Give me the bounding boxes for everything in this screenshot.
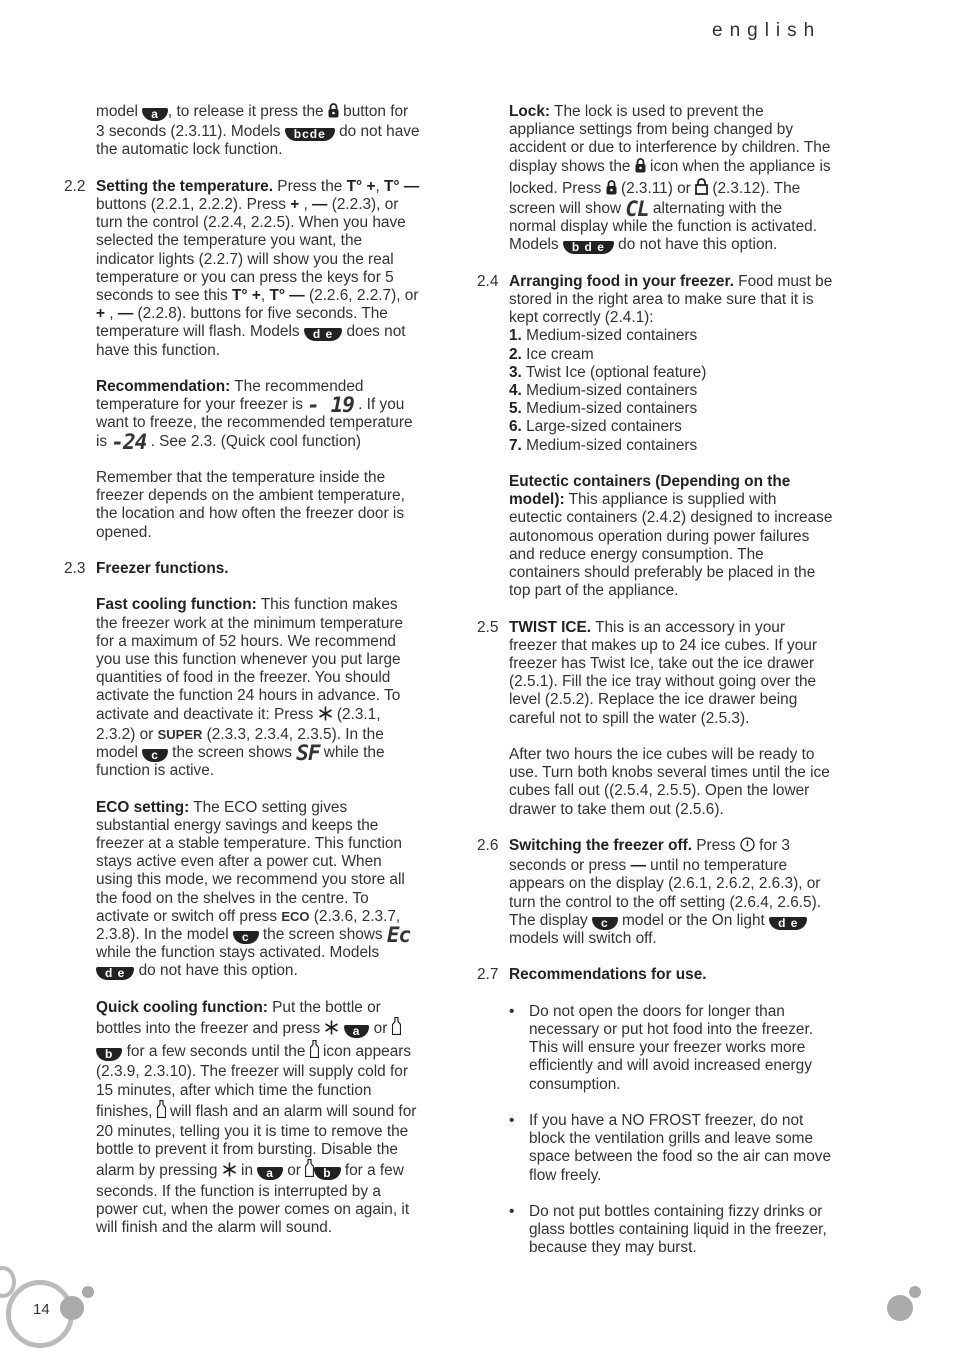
eco-label: ECO (281, 908, 310, 924)
lock-closed-icon (635, 158, 646, 178)
lock-paragraph: Lock: The lock is used to prevent the appliance settings from being changed by accident or due to interference by children. The display shows the icon when the appliance is locked. Press (2.3.11) or (2.3.12). The screen will show CL alternating with the normal display while the function is activated. Models b d e do not have this option. (509, 103, 831, 255)
lock-closed-icon (606, 180, 617, 200)
model-badge-b: b (314, 1167, 340, 1180)
eco-paragraph: ECO setting: The ECO setting gives substantial energy savings and keeps the freezer at a stable temperature. This function stays active even after a power cut. When using this mode, we recommend you store all the food on the shelves in the centre. To activate or switch off press ECO (2.3.6, 2.3.7, 2.3.8). In the model c the screen shows Ec while the function stays activated. Models d e do not have this option. (96, 798, 411, 981)
right-column (473, 103, 833, 1276)
bottle-icon (305, 1159, 314, 1182)
plus-symbol: + (366, 177, 376, 195)
model-badge-a: a (344, 1025, 370, 1038)
decor-dot (60, 1296, 84, 1320)
twist-ice-paragraph: After two hours the ice cubes will be ready to use. Turn both knobs several times until the ice cubes fall out ((2.5.4, 2.5.5). Open the lower drawer to take them out (2.5.6). (509, 746, 830, 818)
decor-dot (887, 1295, 913, 1321)
section-title: Setting the temperature. (96, 177, 274, 195)
display-temp-minus-24: -24 (111, 429, 147, 454)
display-cl: CL (625, 197, 649, 222)
model-badge-c: c (233, 931, 259, 944)
snowflake-icon (318, 706, 333, 726)
intro-paragraph: model a , to release it press the button for 3 seconds (2.3.11). Models bcde do not have the automatic lock function. (96, 103, 420, 159)
food-zone-item: 7. Medium-sized containers (509, 436, 698, 454)
snowflake-icon (324, 1020, 339, 1040)
quick-cooling-paragraph: Quick cooling function: Put the bottle or bottles into the freezer and press a or b for a few seconds until the icon appears (2.3.9, 2.3.10). The freezer will supply cold for 15 minutes, after which time the function finishes, will flash and an alarm will sound for 20 minutes, telling you it is time to remove the bottle to prevent it from bursting. Disable the alarm by pressing in a or b for a few seconds. If the function is interrupted by a power cut, when the power comes on again, it will finish and the alarm will sound. (96, 998, 417, 1237)
list-item: • Do not open the doors for longer than necessary or put hot food into the freezer. This will ensure your freezer works more efficiently and will avoid increased energy consumption. (529, 1003, 833, 1094)
food-zone-item: 4. Medium-sized containers (509, 382, 698, 400)
snowflake-icon (222, 1162, 237, 1182)
left-column (60, 103, 420, 1255)
decor-dot (909, 1286, 921, 1298)
recommendations-list (473, 1003, 833, 1258)
food-zone-item: 2. Ice cream (509, 345, 594, 363)
section-2-2: 2.2 Setting the temperature. Press the T° +, T° —buttons (2.2.1, 2.2.2). Press + , — (2.2.3), or turn the control (2.2.4, 2.2.5). When you have selected the temperature you want, the indicator lights (2.2.7) will show you the real temperature or you can press the keys for 5 seconds to see this T° +, T° — (2.2.6, 2.2.7), or + , — (2.2.8). buttons for five seconds. The temperature will flash. Models d e does not have this function. (64, 177, 420, 359)
minus-symbol: — (403, 177, 420, 195)
model-badge-bcde: bcde (285, 128, 335, 141)
list-item: • If you have a NO FROST freezer, do not block the ventilation grills and leave some space between the food so the air can move flow freely. (529, 1112, 833, 1185)
food-zone-item: 6. Large-sized containers (509, 418, 682, 436)
fast-cooling-paragraph: Fast cooling function: This function makes the freezer work at the minimum temperature for a maximum of 52 hours. We recommend you use this function whenever you put large quantities of food in the freezer. You should activate the function 24 hours in advance. To activate and deactivate it: Press (2.3.1, 2.3.2) or SUPER (2.3.3, 2.3.4, 2.3.5). In the model c the screen shows SF while the function is active. (96, 596, 404, 780)
lock-closed-icon (328, 103, 339, 123)
model-badge-bde: b d e (563, 241, 614, 254)
bottle-icon (157, 1100, 166, 1123)
super-label: SUPER (157, 726, 203, 742)
food-zone-item: 5. Medium-sized containers (509, 400, 698, 418)
model-badge-a: a (257, 1167, 283, 1180)
bottle-icon (310, 1040, 319, 1063)
section-2-5: 2.5 TWIST ICE. This is an accessory in your freezer that makes up to 24 ice cubes. If your freezer has Twist Ice, take out the ice drawer (2.5.1). Fill the ice tray without going over the level (2.5.2). Replace the ice drawer being careful not to spill the water (2.5.3). (477, 618, 817, 727)
display-ec: Ec (386, 923, 411, 948)
model-badge-c: c (592, 917, 618, 930)
model-badge-b: b (96, 1048, 122, 1061)
lock-open-icon (695, 178, 708, 200)
display-temp-minus-19: - 19 (307, 393, 354, 418)
page-number: 14 (33, 1301, 50, 1318)
model-badge-de: d e (96, 967, 134, 980)
section-2-4: 2.4 Arranging food in your freezer. Food must be stored in the right area to make sure that it is kept correctly (2.4.1): 1. Medium-sized containers 2. Ice cream 3. Twist Ice (optional feature) 4. Medium-sized containers 5. Medium-sized containers 6. Large-sized containers 7. Medium-sized containers (477, 272, 833, 454)
display-sf: SF (296, 741, 320, 766)
temp-symbol: T° (346, 177, 363, 195)
section-number: 2.2 (64, 177, 86, 195)
model-badge-c: c (142, 749, 168, 762)
list-item: • Do not put bottles containing fizzy drinks or glass bottles containing liquid in the freezer, because they may burst. (529, 1203, 833, 1258)
section-2-6: 2.6 Switching the freezer off. Press for 3 seconds or press — until no temperature appears on the display (2.6.1, 2.6.2, 2.6.3), or turn the control to the off setting (2.6.4, 2.6.5). The display c model or the On light d e models will switch off. (477, 837, 821, 948)
model-badge-de: d e (304, 328, 342, 341)
decor-dot (82, 1286, 94, 1298)
language-label: english (712, 20, 822, 41)
section-2-3: 2.3 Freezer functions. (64, 560, 229, 578)
eutectic-paragraph: Eutectic containers (Depending on the model): This appliance is supplied with eutectic containers (2.4.2) designed to increase autonomous operation during power failures and reduce energy consumption. The containers should preferably be placed in the top part of the appliance. (509, 473, 833, 600)
recommendation-paragraph: Recommendation: The recommended temperature for your freezer is - 19 . If you want to freeze, the recommended temperature is -24 . See 2.3. (Quick cool function) (96, 378, 413, 454)
food-zone-item: 1. Medium-sized containers (509, 327, 698, 345)
minus-symbol: — (630, 857, 646, 875)
food-zone-item: 3. Twist Ice (optional feature) (509, 363, 707, 381)
model-badge-a: a (142, 108, 168, 121)
power-icon (740, 837, 755, 857)
remember-paragraph: Remember that the temperature inside the freezer depends on the ambient temperature, the location and how often the freezer door is opened. (96, 469, 405, 541)
bottle-icon (392, 1017, 401, 1040)
model-badge-de: d e (769, 917, 807, 930)
section-2-7: 2.7 Recommendations for use. (477, 966, 707, 984)
